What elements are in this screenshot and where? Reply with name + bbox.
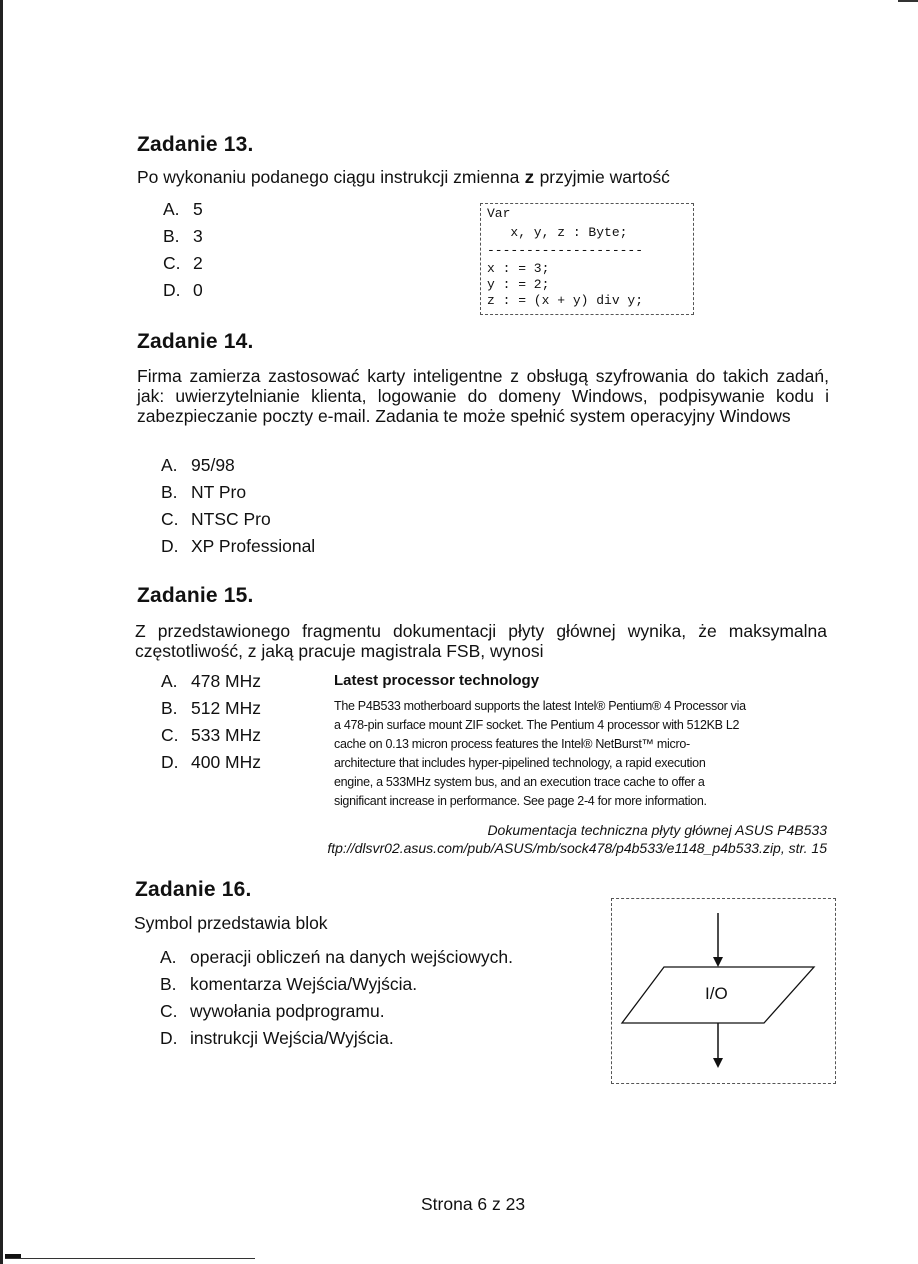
option-letter: A.: [163, 199, 180, 219]
task-13-question-pre: Po wykonaniu podanego ciągu instrukcji zmienna: [137, 167, 525, 187]
doc-line: cache on 0.13 micron process features the Intel® NetBurst™ micro-: [334, 737, 690, 751]
io-symbol-box: [611, 898, 836, 1084]
doc-body: [334, 697, 834, 811]
option-letter: A.: [161, 455, 178, 475]
option-letter: D.: [163, 280, 181, 300]
option-a[interactable]: [160, 944, 513, 971]
doc-line: a 478-pin surface mount ZIF socket. The Pentium 4 processor with 512KB L2: [334, 718, 740, 732]
option-text: komentarza Wejścia/Wyjścia.: [190, 974, 418, 994]
option-c[interactable]: [161, 722, 261, 749]
option-text: 2: [193, 253, 203, 273]
option-text: 0: [193, 280, 203, 300]
option-letter: A.: [161, 671, 178, 691]
task-16-options: [160, 944, 513, 1052]
doc-title: Latest processor technology: [334, 672, 540, 689]
task-13-question-post: przyjmie wartość: [534, 167, 670, 187]
task-13-options: [163, 196, 203, 304]
task-15-options: [161, 668, 261, 776]
option-b[interactable]: [161, 695, 261, 722]
option-text: NT Pro: [191, 482, 247, 502]
io-symbol-label: I/O: [705, 984, 728, 1003]
option-text: wywołania podprogramu.: [190, 1001, 385, 1021]
option-text: 533 MHz: [191, 725, 262, 745]
doc-line: engine, a 533MHz system bus, and an execution trace cache to offer a: [334, 775, 705, 789]
option-letter: D.: [160, 1028, 178, 1048]
code-line: y : = 2;: [487, 277, 550, 292]
code-line: x : = 3;: [487, 261, 550, 276]
option-d[interactable]: [160, 1025, 513, 1052]
option-text: 3: [193, 226, 203, 246]
option-c[interactable]: [160, 998, 513, 1025]
doc-line: significant increase in performance. See page 2-4 for more information.: [334, 794, 707, 808]
option-a[interactable]: [161, 452, 315, 479]
task-13-question-var: z: [524, 169, 535, 189]
option-letter: B.: [163, 226, 180, 246]
option-letter: D.: [161, 536, 179, 556]
page-number: Strona 6 z 23: [421, 1194, 526, 1214]
documentation-excerpt: [334, 672, 834, 811]
option-text: instrukcji Wejścia/Wyjścia.: [190, 1028, 394, 1048]
code-line: --------------------: [487, 243, 644, 258]
code-line: x, y, z : Byte;: [487, 225, 628, 240]
arrow-in-head: [713, 957, 723, 967]
option-d[interactable]: [161, 533, 315, 560]
citation-source: Dokumentacja techniczna płyty głównej ASUS P4B533: [487, 822, 827, 838]
task-14-question: Firma zamierza zastosować karty inteligentne z obsługą szyfrowania do takich zadań, jak: uwierzytelnianie klienta, logowanie do domeny Windows, podpisywanie kodu i zabezpieczanie poczty e-mail. Zadania te może spełnić system operacyjny Windows: [137, 366, 829, 426]
scan-mark-bottom-left: [5, 1254, 21, 1258]
option-letter: C.: [161, 725, 179, 745]
option-text: 5: [193, 199, 203, 219]
scan-line-bottom: [5, 1258, 255, 1259]
citation-url: ftp://dlsvr02.asus.com/pub/ASUS/mb/sock478/p4b533/e1148_p4b533.zip, str. 15: [327, 840, 827, 856]
option-letter: B.: [161, 482, 178, 502]
option-text: 478 MHz: [191, 671, 262, 691]
option-letter: C.: [160, 1001, 178, 1021]
task-15-title: Zadanie 15.: [137, 584, 254, 607]
option-text: operacji obliczeń na danych wejściowych.: [190, 947, 513, 967]
task-13-title: Zadanie 13.: [137, 133, 254, 156]
scan-mark-top-right: [898, 0, 918, 2]
task-15-question: Z przedstawionego fragmentu dokumentacji płyty głównej wynika, że maksymalna częstotliwość, z jaką pracuje magistrala FSB, wynosi: [135, 621, 827, 661]
task-14-title: Zadanie 14.: [137, 330, 254, 353]
arrow-out-head: [713, 1058, 723, 1068]
option-letter: C.: [163, 253, 181, 273]
option-b[interactable]: [161, 479, 315, 506]
option-b[interactable]: [163, 223, 203, 250]
option-text: 512 MHz: [191, 698, 262, 718]
task-16-title: Zadanie 16.: [135, 878, 252, 901]
code-snippet: [480, 203, 694, 315]
option-text: NTSC Pro: [191, 509, 271, 529]
task-14-options: [161, 452, 315, 560]
option-letter: B.: [161, 698, 178, 718]
doc-line: The P4B533 motherboard supports the latest Intel® Pentium® 4 Processor via: [334, 699, 746, 713]
option-d[interactable]: [163, 277, 203, 304]
doc-line: architecture that includes hyper-pipelined technology, a rapid execution: [334, 756, 706, 770]
option-letter: B.: [160, 974, 177, 994]
option-d[interactable]: [161, 749, 261, 776]
scan-edge-left: [0, 0, 3, 1264]
option-letter: C.: [161, 509, 179, 529]
option-a[interactable]: [161, 668, 261, 695]
option-text: 400 MHz: [191, 752, 262, 772]
code-line: Var: [487, 206, 511, 221]
option-c[interactable]: [163, 250, 203, 277]
option-letter: D.: [161, 752, 179, 772]
option-text: 95/98: [191, 455, 235, 475]
option-b[interactable]: [160, 971, 513, 998]
option-a[interactable]: [163, 196, 203, 223]
task-13-question: [137, 167, 670, 189]
option-text: XP Professional: [191, 536, 316, 556]
task-16-question: Symbol przedstawia blok: [134, 913, 328, 933]
option-c[interactable]: [161, 506, 315, 533]
option-letter: A.: [160, 947, 177, 967]
code-line: z : = (x + y) div y;: [487, 293, 644, 308]
citation: [227, 821, 827, 857]
